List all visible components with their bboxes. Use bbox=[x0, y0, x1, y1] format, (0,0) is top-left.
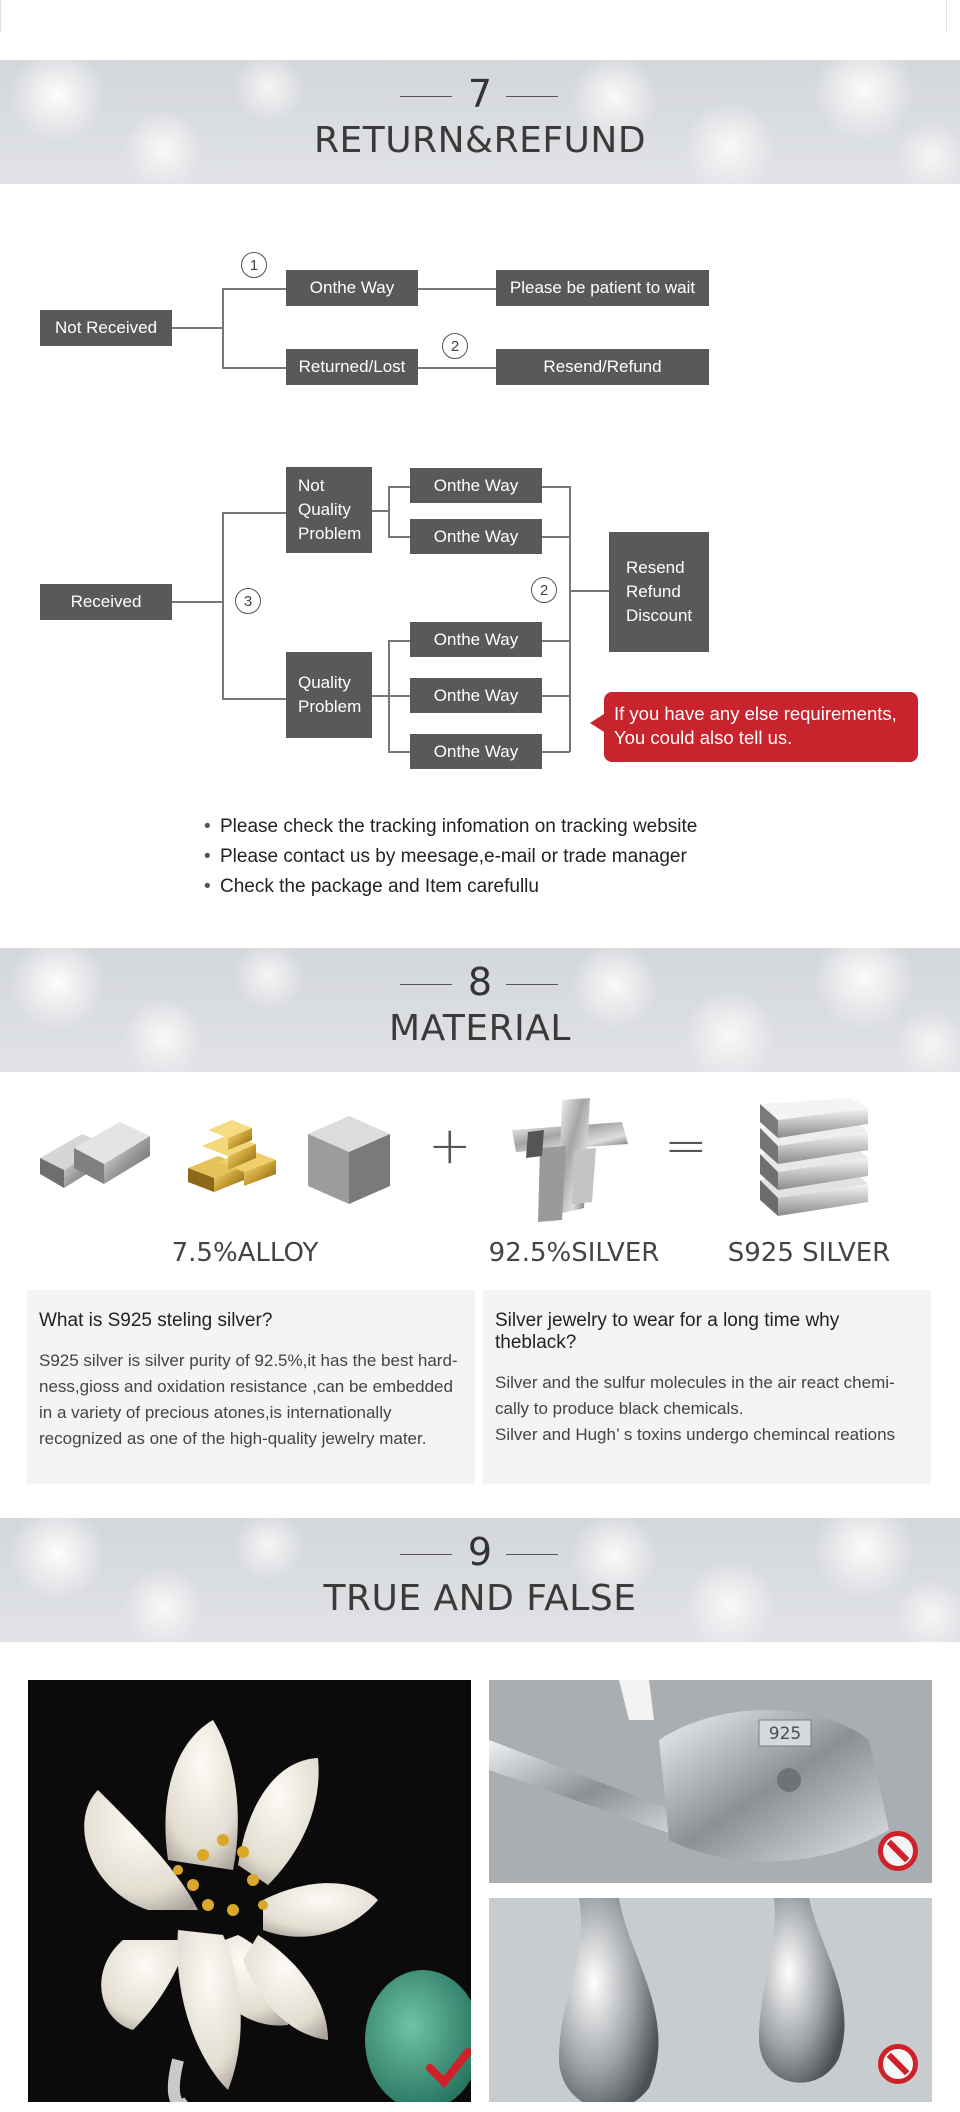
prohibited-icon bbox=[878, 2044, 918, 2084]
connector bbox=[388, 536, 410, 538]
connector bbox=[542, 640, 570, 642]
banner-dash-left bbox=[400, 984, 452, 985]
connector bbox=[388, 486, 390, 537]
connector bbox=[372, 510, 389, 512]
on-the-way-box: Onthe Way bbox=[410, 622, 542, 657]
s925-label: S925 SILVER bbox=[727, 1238, 891, 1268]
section-title: RETURN&REFUND bbox=[313, 120, 647, 161]
connector bbox=[222, 698, 286, 700]
banner-dash-right bbox=[506, 1554, 558, 1555]
raw-silver-image bbox=[504, 1096, 634, 1226]
note-item: • Please contact us by meesage,e-mail or trade manager bbox=[204, 846, 687, 867]
connector bbox=[172, 327, 222, 329]
on-the-way-box: Onthe Way bbox=[410, 678, 542, 713]
connector bbox=[418, 367, 496, 369]
lotus-ring-image bbox=[28, 1680, 471, 2102]
banner-dash-left bbox=[400, 1554, 452, 1555]
note-item: • Please check the tracking infomation on tracking website bbox=[204, 816, 698, 837]
return-refund-banner bbox=[0, 60, 960, 184]
faq-question: Silver jewelry to wear for a long time why theblack? bbox=[495, 1310, 840, 1353]
step-marker-2: 2 bbox=[531, 577, 557, 603]
equals-sign: = bbox=[664, 1116, 708, 1176]
received-box: Received bbox=[40, 584, 172, 620]
faq-answer: Silver and the sulfur molecules in the air react chemi-cally to produce black chemicals. bbox=[495, 1373, 895, 1418]
on-the-way-box: Onthe Way bbox=[286, 270, 418, 306]
contact-bubble bbox=[604, 692, 918, 762]
connector bbox=[222, 512, 286, 514]
silver-ingots-image bbox=[744, 1096, 880, 1226]
connector bbox=[388, 695, 410, 697]
genuine-product-photo bbox=[28, 1680, 471, 2102]
note-text: Please contact us by meesage,e-mail or trade manager bbox=[220, 846, 687, 867]
drop-earrings-image bbox=[489, 1898, 932, 2102]
plus-sign: + bbox=[428, 1116, 472, 1176]
connector bbox=[222, 288, 224, 368]
connector bbox=[222, 288, 286, 290]
section-number: 7 bbox=[467, 72, 493, 116]
on-the-way-box: Onthe Way bbox=[410, 468, 542, 503]
note-text: Check the package and Item carefullu bbox=[220, 876, 539, 897]
metal-cube-image bbox=[304, 1112, 394, 1208]
divider-right bbox=[946, 0, 947, 32]
material-banner bbox=[0, 948, 960, 1072]
connector bbox=[388, 486, 410, 488]
not-received-box: Not Received bbox=[40, 310, 172, 346]
fake-product-photo-1 bbox=[489, 1680, 932, 1883]
alloy-label: 7.5%ALLOY bbox=[171, 1238, 319, 1268]
banner-dash-left bbox=[400, 96, 452, 97]
note-text: Please check the tracking infomation on tracking website bbox=[220, 816, 698, 837]
connector bbox=[542, 486, 570, 488]
faq-answer: Silver and Hugh’ s toxins undergo chemincal reations bbox=[495, 1425, 896, 1444]
quality-problem-box: Quality Problem bbox=[286, 652, 372, 738]
earring-post-image bbox=[489, 1680, 932, 1883]
step-marker-2: 2 bbox=[442, 333, 468, 359]
section-title: TRUE AND FALSE bbox=[323, 1578, 637, 1619]
notes-list bbox=[204, 812, 804, 902]
silver-label: 92.5%SILVER bbox=[488, 1238, 660, 1268]
bubble-tail bbox=[590, 714, 604, 732]
connector bbox=[542, 751, 570, 753]
bubble-line: If you have any else requirements, bbox=[614, 703, 897, 724]
bubble-line: You could also tell us. bbox=[614, 727, 793, 748]
section-number: 8 bbox=[467, 960, 493, 1004]
not-quality-problem-box: Not Quality Problem bbox=[286, 467, 372, 553]
connector bbox=[569, 486, 571, 752]
connector bbox=[222, 367, 286, 369]
resend-refund-discount-box: Resend Refund Discount bbox=[609, 532, 709, 652]
banner-dash-right bbox=[506, 96, 558, 97]
connector bbox=[172, 601, 222, 603]
section-title: MATERIAL bbox=[389, 1008, 571, 1049]
connector bbox=[372, 695, 389, 697]
step-marker-3: 3 bbox=[235, 588, 261, 614]
divider-left bbox=[0, 0, 1, 32]
stamp-925-text: 925 bbox=[768, 1724, 802, 1744]
faq-question: What is S925 steling silver? bbox=[39, 1310, 273, 1331]
connector bbox=[542, 695, 570, 697]
connector bbox=[542, 536, 570, 538]
connector bbox=[418, 288, 496, 290]
gold-bars-image bbox=[178, 1116, 282, 1200]
note-item: • Check the package and Item carefullu bbox=[204, 876, 539, 897]
section-number: 9 bbox=[467, 1530, 493, 1574]
resend-refund-box: Resend/Refund bbox=[496, 349, 709, 385]
banner-dash-right bbox=[506, 984, 558, 985]
on-the-way-box: Onthe Way bbox=[410, 519, 542, 554]
fake-product-photo-2 bbox=[489, 1898, 932, 2102]
prohibited-icon bbox=[878, 1831, 918, 1871]
metal-bars-image bbox=[30, 1110, 156, 1196]
top-strip bbox=[0, 0, 960, 60]
connector bbox=[388, 751, 410, 753]
faq-panel-why-black bbox=[483, 1290, 931, 1484]
be-patient-box: Please be patient to wait bbox=[496, 270, 709, 306]
faq-panel-what-is-s925 bbox=[27, 1290, 475, 1484]
connector bbox=[569, 590, 609, 592]
step-marker-1: 1 bbox=[241, 252, 267, 278]
returned-lost-box: Returned/Lost bbox=[286, 349, 418, 385]
faq-answer: S925 silver is silver purity of 92.5%,it has the best hard-ness,gioss and oxidation resistance ,can be embedded in a variety of precious atones,is internationally recognized as one of the high-quality jewelry mater. bbox=[39, 1351, 458, 1448]
true-false-banner bbox=[0, 1518, 960, 1642]
connector bbox=[222, 512, 224, 699]
on-the-way-box: Onthe Way bbox=[410, 734, 542, 769]
connector bbox=[388, 640, 410, 642]
